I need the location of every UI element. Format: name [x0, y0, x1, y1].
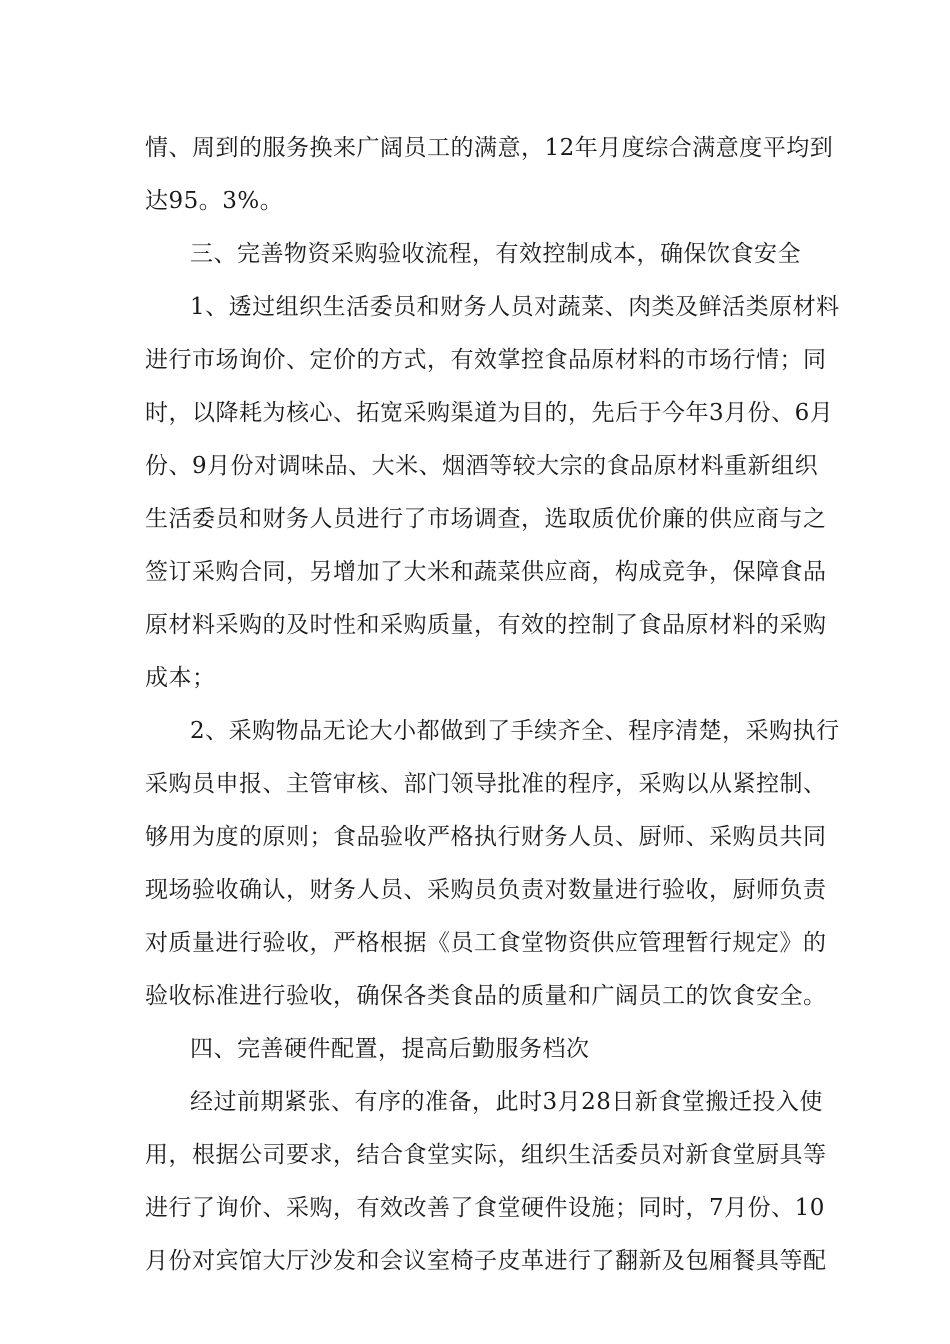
text-line: 达95。3%。: [145, 188, 284, 214]
section-heading: 三、完善物资采购验收流程，有效控制成本，确保饮食安全: [190, 241, 801, 267]
text-line: 份、9月份对调味品、大米、烟酒等较大宗的食品原材料重新组织: [145, 453, 819, 479]
text-line: 生活委员和财务人员进行了市场调查，选取质优价廉的供应商与之: [145, 506, 827, 532]
text-line: 1、透过组织生活委员和财务人员对蔬菜、肉类及鲜活类原材料: [190, 294, 840, 320]
text-line: 情、周到的服务换来广阔员工的满意，12年月度综合满意度平均到: [145, 135, 834, 161]
text-line: 时，以降耗为核心、拓宽采购渠道为目的，先后于今年3月份、6月: [145, 400, 834, 426]
text-line: 验收标准进行验收，确保各类食品的质量和广阔员工的饮食安全。: [145, 983, 827, 1009]
text-line: 现场验收确认，财务人员、采购员负责对数量进行验收，厨师负责: [145, 877, 827, 903]
text-line: 进行了询价、采购，有效改善了食堂硬件设施；同时，7月份、10: [145, 1195, 825, 1221]
text-line: 成本；: [145, 665, 216, 691]
text-line: 够用为度的原则；食品验收严格执行财务人员、厨师、采购员共同: [145, 824, 827, 850]
text-line: 签订采购合同，另增加了大米和蔬菜供应商，构成竞争，保障食品: [145, 559, 827, 585]
text-line: 月份对宾馆大厅沙发和会议室椅子皮革进行了翻新及包厢餐具等配: [145, 1248, 827, 1274]
text-line: 进行市场询价、定价的方式，有效掌控食品原材料的市场行情；同: [145, 347, 827, 373]
text-line: 2、采购物品无论大小都做到了手续齐全、程序清楚，采购执行: [190, 718, 840, 744]
text-line: 对质量进行验收，严格根据《员工食堂物资供应管理暂行规定》的: [145, 930, 827, 956]
section-heading: 四、完善硬件配置，提高后勤服务档次: [190, 1036, 590, 1062]
text-line: 用，根据公司要求，结合食堂实际，组织生活委员对新食堂厨具等: [145, 1142, 827, 1168]
text-line: 采购员申报、主管审核、部门领导批准的程序，采购以从紧控制、: [145, 771, 827, 797]
text-line: 原材料采购的及时性和采购质量，有效的控制了食品原材料的采购: [145, 612, 827, 638]
text-line: 经过前期紧张、有序的准备，此时3月28日新食堂搬迁投入使: [190, 1089, 823, 1115]
